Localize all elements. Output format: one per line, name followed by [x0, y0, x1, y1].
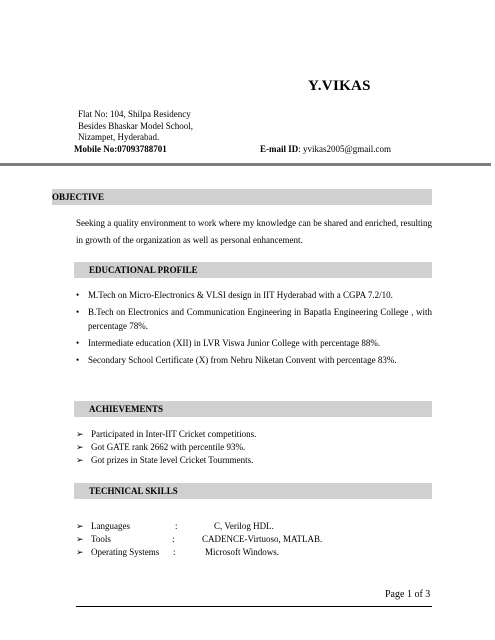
education-heading: EDUCATIONAL PROFILE [89, 265, 198, 275]
arrow-bullet-icon: ➢ [76, 534, 84, 544]
education-list [76, 288, 432, 370]
skill-label: Languages [91, 521, 130, 531]
list-item [76, 441, 256, 454]
bullet-icon: • [76, 307, 80, 317]
list-item [76, 336, 432, 350]
email-value[interactable]: : yvikas2005@gmail.com [298, 144, 392, 154]
list-item [76, 428, 256, 441]
skill-colon: : [175, 521, 178, 531]
arrow-bullet-icon: ➢ [76, 547, 84, 557]
objective-heading: OBJECTIVE [52, 192, 105, 202]
achievements-heading-band [74, 401, 432, 417]
arrow-bullet-icon: ➢ [76, 442, 84, 452]
skill-colon: : [172, 534, 175, 544]
email-label: E-mail ID [260, 144, 299, 154]
education-heading-band [74, 262, 432, 278]
achievement-item: Participated in Inter-IIT Cricket competitions. [91, 429, 257, 439]
address-line: Nizampet, Hyderabad. [78, 132, 160, 142]
skill-label: Tools [91, 534, 111, 544]
arrow-bullet-icon: ➢ [76, 521, 84, 531]
achievement-item: Got GATE rank 2662 with percentile 93%. [91, 442, 246, 452]
skill-value: Microsoft Windows. [205, 547, 279, 557]
candidate-name: Y.VIKAS [308, 78, 371, 94]
bullet-icon: • [76, 290, 80, 300]
objective-text: Seeking a quality environment to work where my knowledge can be shared and enriched, resulting in growth of the organization as well as personal enhancement. [76, 218, 432, 245]
address-line: Besides Bhaskar Model School, [78, 120, 193, 131]
header-divider [0, 163, 491, 166]
arrow-bullet-icon: ➢ [76, 429, 84, 439]
list-item [76, 454, 256, 467]
skills-heading: TECHNICAL SKILLS [89, 486, 178, 496]
education-item: Secondary School Certificate (X) from Nehru Niketan Convent with percentage 83%. [88, 355, 397, 365]
achievements-heading: ACHIEVEMENTS [89, 404, 164, 414]
achievement-item: Got prizes in State level Cricket Tournments. [91, 455, 254, 465]
address-block [78, 109, 193, 144]
mobile-number: Mobile No:07093788701 [74, 144, 167, 154]
bullet-icon: • [76, 355, 80, 365]
skills-heading-band [74, 483, 432, 499]
page-number: Page 1 of 3 [385, 589, 431, 600]
list-item [76, 305, 432, 333]
list-item [76, 353, 432, 367]
objective-heading-band [52, 189, 432, 205]
skill-colon: : [173, 547, 176, 557]
skill-value: CADENCE-Virtuoso, MATLAB. [202, 534, 323, 544]
skill-value: C, Verilog HDL. [214, 521, 274, 531]
list-item [76, 288, 432, 302]
arrow-bullet-icon: ➢ [76, 455, 84, 465]
address-line: Flat No: 104, Shilpa Residency [78, 109, 191, 119]
skill-label: Operating Systems [91, 547, 160, 557]
education-item: Intermediate education (XII) in LVR Viswa Junior College with percentage 88%. [88, 338, 381, 348]
bullet-icon: • [76, 338, 80, 348]
education-item: M.Tech on Micro-Electronics & VLSI design in IIT Hyderabad with a CGPA 7.2/10. [88, 290, 393, 300]
footer-divider [76, 606, 432, 607]
email-line [260, 144, 391, 154]
achievements-list [76, 428, 256, 467]
education-item: B.Tech on Electronics and Communication Engineering in Bapatla Engineering College , with percentage 78%. [88, 307, 432, 331]
